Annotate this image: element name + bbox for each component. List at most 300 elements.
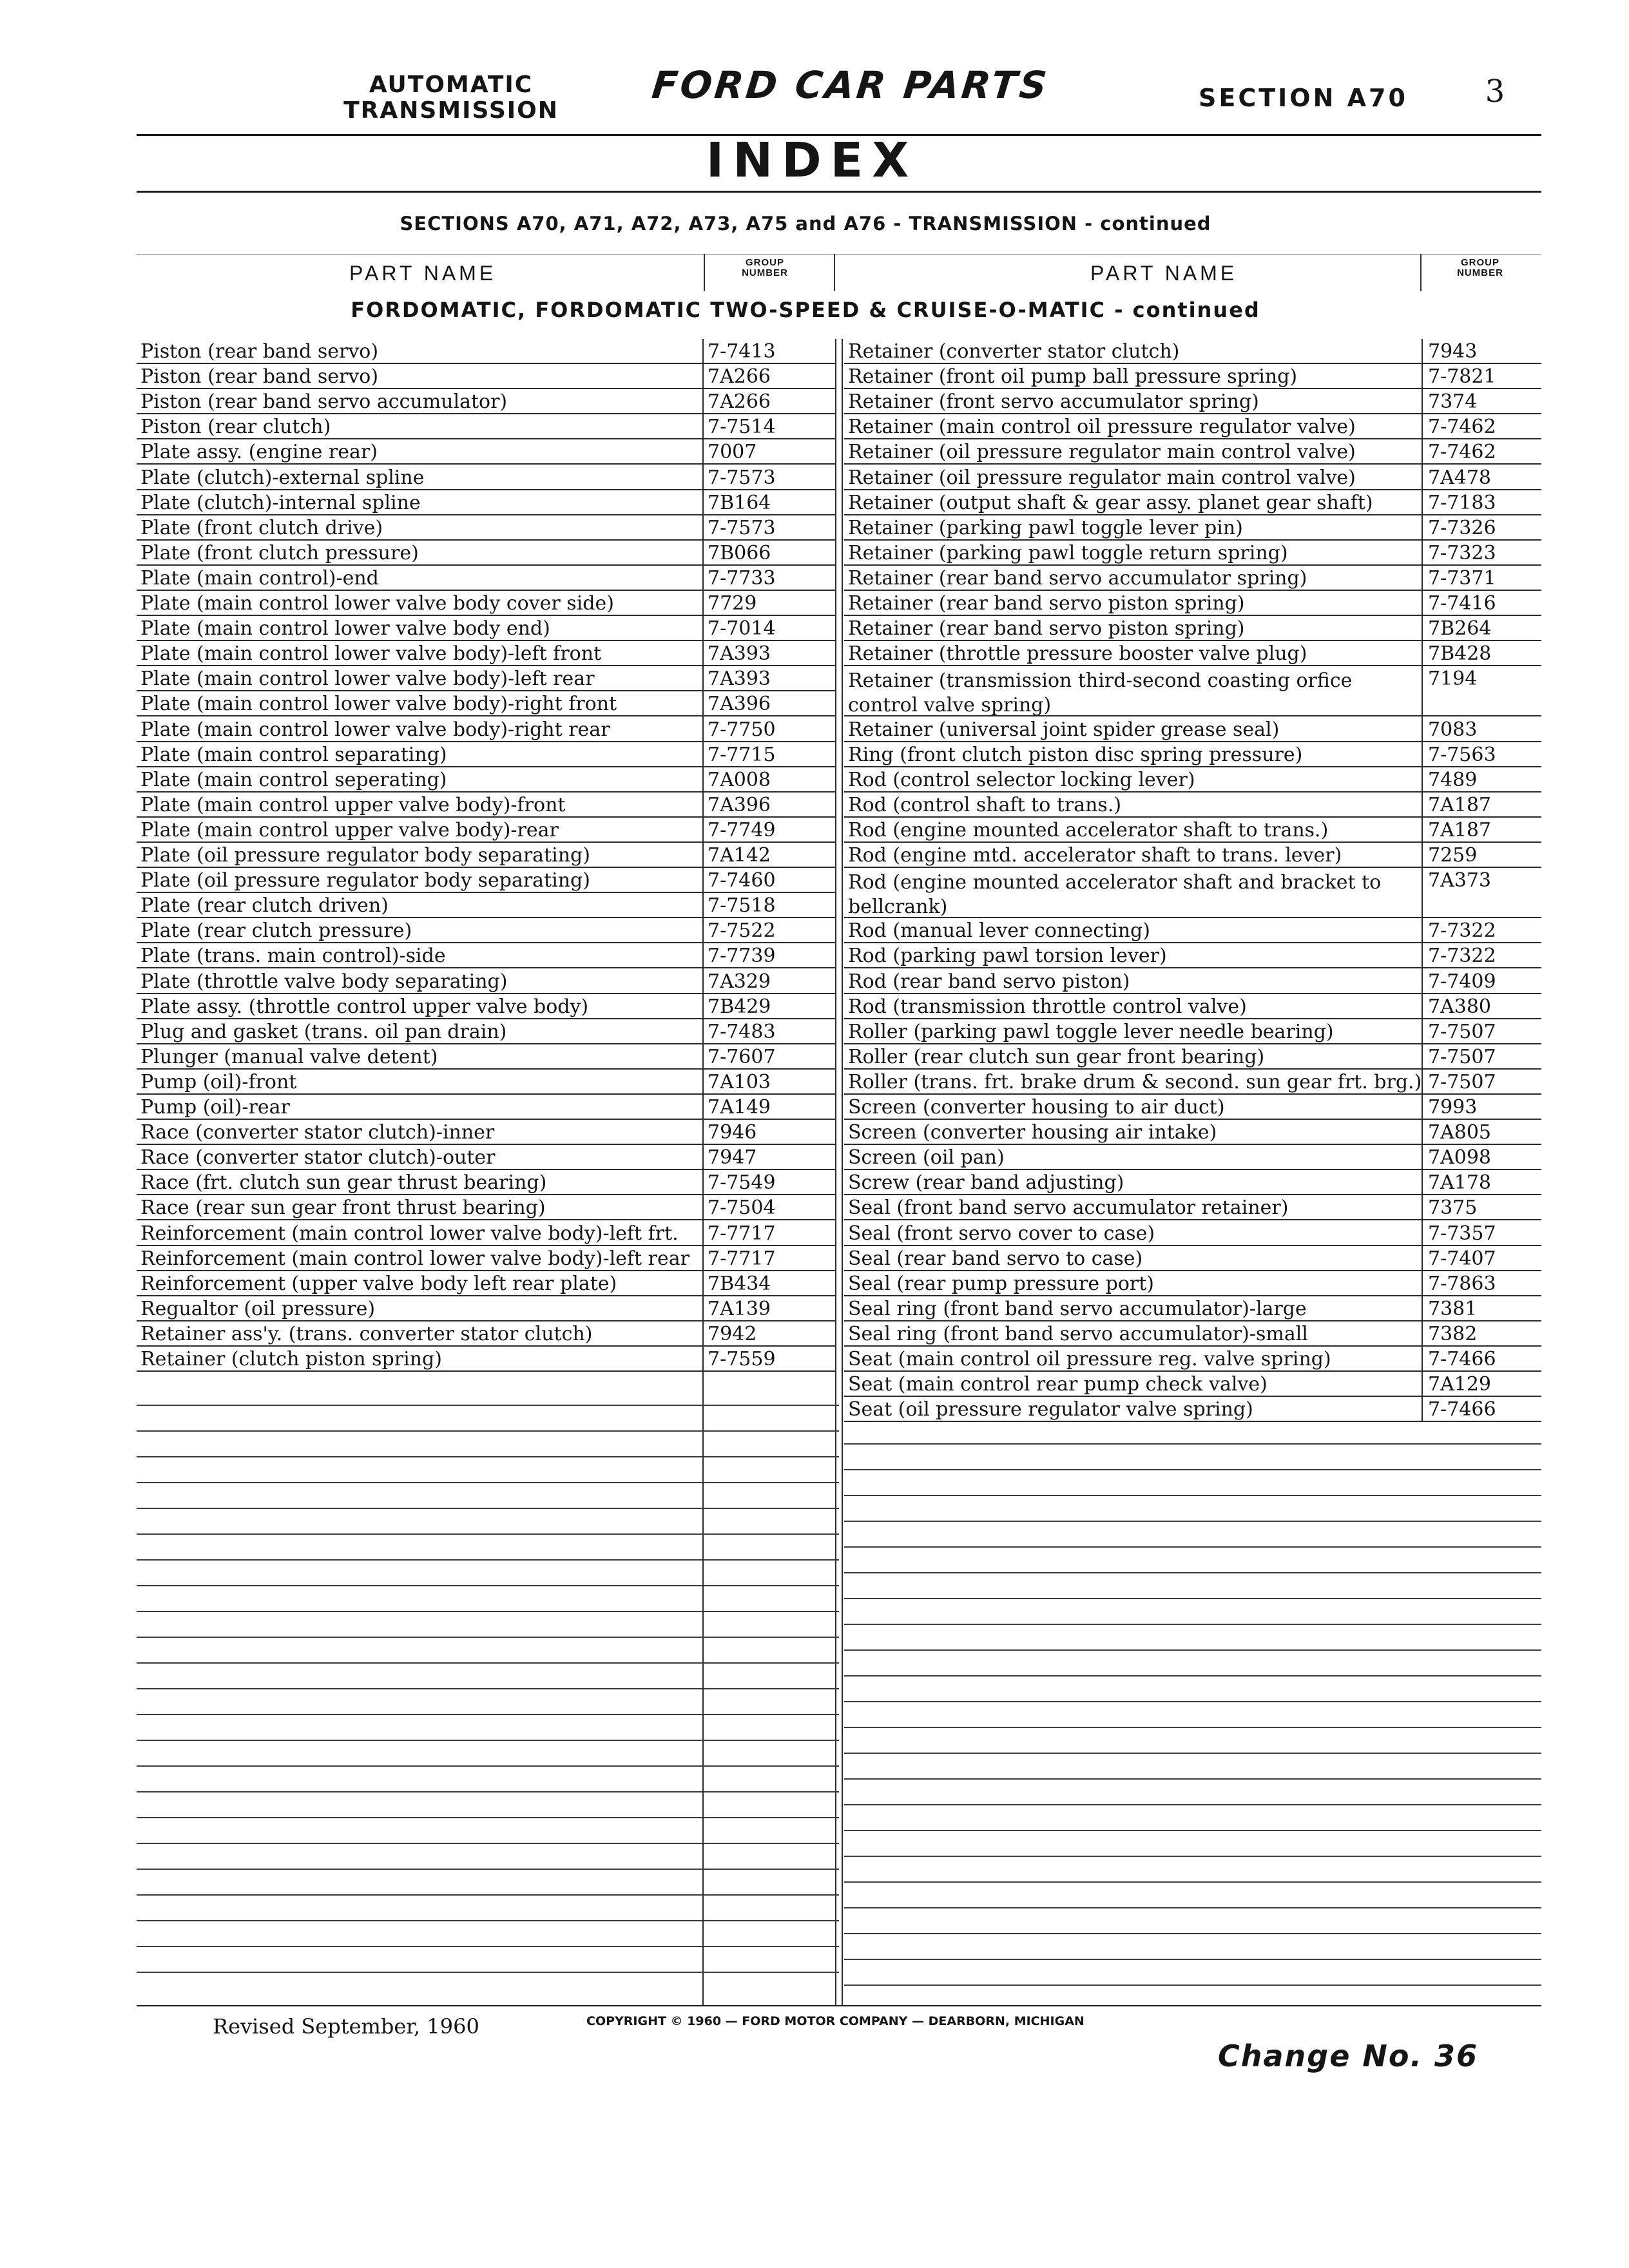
group-number: 7-7573 <box>708 466 776 489</box>
blank-line <box>137 1482 839 1483</box>
part-name: Rod (rear band servo piston) <box>848 970 1130 993</box>
part-name: Rod (manual lever connecting) <box>848 919 1150 943</box>
table-row <box>844 566 1541 591</box>
part-name: Piston (rear band servo accumulator) <box>140 390 508 414</box>
group-header-line2: NUMBER <box>1457 267 1503 278</box>
part-name: Plate (rear clutch pressure) <box>140 919 412 943</box>
table-row <box>137 515 835 541</box>
table-row <box>137 339 835 364</box>
blank-line <box>844 1959 1541 1960</box>
blank-line <box>137 1637 839 1638</box>
table-row <box>844 1120 1541 1145</box>
group-header-line2: NUMBER <box>742 267 788 278</box>
group-number: 7-7514 <box>708 416 776 439</box>
page-number: 3 <box>1485 73 1505 110</box>
part-name: Roller (rear clutch sun gear front bearing) <box>848 1045 1265 1068</box>
footer-rule <box>137 2005 1541 2006</box>
table-row <box>844 868 1541 918</box>
part-name: Plate (main control upper valve body)-rear <box>140 818 559 841</box>
blank-line <box>844 1495 1541 1496</box>
blank-line <box>137 1946 839 1947</box>
table-row <box>137 868 835 893</box>
column-divider <box>834 254 835 291</box>
part-name: Retainer (universal joint spider grease seal) <box>848 718 1280 741</box>
table-row <box>844 969 1541 994</box>
table-row <box>137 818 835 843</box>
table-row <box>844 1246 1541 1271</box>
group-number: 7-7559 <box>708 1348 776 1370</box>
table-row <box>137 1044 835 1070</box>
blank-line <box>137 1405 839 1406</box>
header-category-line1: AUTOMATIC <box>369 72 534 98</box>
group-number: 7-7322 <box>1428 919 1496 943</box>
table-row <box>844 616 1541 641</box>
blank-line <box>137 1894 839 1896</box>
group-number: 7-7518 <box>708 894 776 918</box>
part-name-header: PART NAME <box>349 262 497 285</box>
table-row <box>137 1145 835 1170</box>
group-number: 7375 <box>1428 1196 1478 1220</box>
blank-line <box>137 1920 839 1921</box>
center-divider <box>835 339 836 2005</box>
table-row <box>844 943 1541 968</box>
group-number: 7B164 <box>708 491 771 514</box>
column-divider <box>704 254 705 291</box>
blank-line <box>844 1830 1541 1831</box>
table-row <box>137 1271 835 1296</box>
group-number: 7B434 <box>708 1272 771 1295</box>
blank-line <box>137 1714 839 1715</box>
table-row <box>137 717 835 742</box>
group-number: 7A187 <box>1428 818 1492 841</box>
table-row <box>137 616 835 641</box>
table-row <box>844 717 1541 742</box>
part-name: Screen (oil pan) <box>848 1146 1005 1169</box>
part-name: Retainer (parking pawl toggle return spring) <box>848 541 1288 564</box>
revision-date: Revised September, 1960 <box>213 2014 479 2039</box>
blank-line <box>844 1984 1541 1986</box>
blank-line <box>844 1624 1541 1625</box>
table-row <box>844 1296 1541 1321</box>
part-name: Race (frt. clutch sun gear thrust bearing) <box>140 1171 547 1195</box>
table-row <box>137 414 835 439</box>
part-name: Roller (trans. frt. brake drum & second. sun gear frt. brg.) <box>848 1070 1422 1093</box>
table-row <box>137 490 835 515</box>
part-name: Retainer (oil pressure regulator main control valve) <box>848 441 1356 464</box>
table-row <box>137 742 835 767</box>
group-number: 7A266 <box>708 365 771 389</box>
table-row <box>137 1070 835 1095</box>
table-row <box>137 1195 835 1220</box>
part-name: Roller (parking pawl toggle lever needle bearing) <box>848 1020 1334 1043</box>
group-header-line1: GROUP <box>1460 257 1499 268</box>
header-category <box>335 72 567 124</box>
part-name: Screw (rear band adjusting) <box>848 1171 1124 1195</box>
blank-line <box>844 1675 1541 1677</box>
blank-line <box>844 1598 1541 1599</box>
group-number: 7A396 <box>708 793 771 816</box>
table-row <box>844 1271 1541 1296</box>
index-title: INDEX <box>706 133 918 188</box>
blank-line <box>137 1765 839 1767</box>
table-row <box>137 1019 835 1044</box>
left-column-header <box>137 254 839 293</box>
blank-line <box>844 1856 1541 1857</box>
blank-line <box>137 1611 839 1612</box>
table-row <box>844 389 1541 414</box>
group-number: 7-7326 <box>1428 516 1496 539</box>
blank-line <box>137 1662 839 1664</box>
part-name: Plunger (manual valve detent) <box>140 1045 438 1068</box>
part-name: Plate (main control lower valve body)-left rear <box>140 668 595 691</box>
blank-line <box>137 1740 839 1741</box>
blank-line <box>844 1443 1541 1445</box>
group-number: 7-7407 <box>1428 1247 1496 1270</box>
group-number: 7-7607 <box>708 1045 776 1068</box>
blank-line <box>844 1649 1541 1651</box>
group-number: 7-7715 <box>708 743 776 766</box>
group-number: 7007 <box>708 441 757 464</box>
part-name: Ring (front clutch piston disc spring pressure) <box>848 743 1303 766</box>
part-name: Seat (main control rear pump check valve) <box>848 1373 1268 1396</box>
group-number: 7947 <box>708 1146 757 1169</box>
group-number: 7-7717 <box>708 1247 776 1270</box>
group-number: 7-7549 <box>708 1171 776 1195</box>
table-row <box>137 641 835 666</box>
table-row <box>844 1347 1541 1372</box>
group-number: 7B429 <box>708 995 771 1018</box>
part-name: Plate (main control lower valve body end) <box>140 617 550 640</box>
blank-line <box>137 1869 839 1870</box>
blank-line <box>137 1817 839 1818</box>
group-number: 7-7460 <box>708 869 776 892</box>
group-number: 7A393 <box>708 642 771 666</box>
table-row <box>844 666 1541 716</box>
part-name: Plate (oil pressure regulator body separating) <box>140 869 590 892</box>
group-number: 7A396 <box>708 693 771 716</box>
part-name: Retainer (rear band servo accumulator spring) <box>848 566 1307 590</box>
table-row <box>137 1246 835 1271</box>
column-divider <box>1420 254 1422 291</box>
table-row <box>137 1221 835 1246</box>
part-name: Retainer (output shaft & gear assy. planet gear shaft) <box>848 491 1373 514</box>
blank-line <box>844 1804 1541 1805</box>
change-number: Change No. 36 <box>1218 2039 1479 2073</box>
group-number: 7A187 <box>1428 793 1492 816</box>
part-name: Retainer (parking pawl toggle lever pin) <box>848 516 1243 539</box>
table-row <box>844 1019 1541 1044</box>
group-number: 7A142 <box>708 844 771 867</box>
part-name: Reinforcement (main control lower valve body)-left rear <box>140 1247 689 1270</box>
right-column-header <box>839 254 1541 293</box>
part-name: Retainer (transmission third-second coasting orfice control valve spring) <box>848 669 1353 717</box>
group-number: 7-7409 <box>1428 970 1496 993</box>
group-number: 7-7014 <box>708 617 776 640</box>
group-number: 7-7750 <box>708 718 776 741</box>
part-name: Rod (control shaft to trans.) <box>848 793 1122 816</box>
group-number: 7-7322 <box>1428 945 1496 968</box>
header-category-line2: TRANSMISSION <box>343 97 559 124</box>
table-row <box>844 414 1541 439</box>
table-row <box>844 591 1541 616</box>
part-name: Seal (front band servo accumulator retainer) <box>848 1196 1289 1220</box>
group-number: 7A129 <box>1428 1373 1492 1396</box>
part-name: Rod (transmission throttle control valve) <box>848 995 1247 1018</box>
part-name: Rod (control selector locking lever) <box>848 768 1195 791</box>
part-name: Retainer ass'y. (trans. converter stator clutch) <box>140 1322 593 1345</box>
table-row <box>137 1120 835 1145</box>
blank-line <box>844 1572 1541 1573</box>
table-row <box>137 1170 835 1195</box>
table-row <box>844 1195 1541 1220</box>
table-row <box>137 893 835 918</box>
group-number: 7-7749 <box>708 818 776 841</box>
part-name: Rod (parking pawl torsion lever) <box>848 945 1167 968</box>
blank-line <box>844 1753 1541 1754</box>
part-name: Plate (rear clutch driven) <box>140 894 389 918</box>
group-number: 7381 <box>1428 1297 1478 1320</box>
part-name: Retainer (front oil pump ball pressure spring) <box>848 365 1298 389</box>
blank-line <box>844 1701 1541 1702</box>
table-row <box>844 1044 1541 1070</box>
right-number-divider <box>1422 339 1423 1421</box>
index-rule <box>137 191 1541 193</box>
table-row <box>137 364 835 389</box>
group-number-header <box>1432 258 1528 278</box>
blank-line <box>137 1456 839 1457</box>
table-row <box>137 439 835 465</box>
group-number: 7083 <box>1428 718 1478 741</box>
part-name: Plate (main control seperating) <box>140 768 447 791</box>
group-number: 7489 <box>1428 768 1478 791</box>
group-number: 7A178 <box>1428 1171 1492 1195</box>
group-number: 7A478 <box>1428 466 1492 489</box>
group-number: 7-7483 <box>708 1020 776 1043</box>
blank-line <box>137 1843 839 1844</box>
part-name: Plate (main control)-end <box>140 566 379 590</box>
group-number: 7-7507 <box>1428 1045 1496 1068</box>
column-header-topline <box>839 254 1541 255</box>
group-number: 7-7573 <box>708 516 776 539</box>
table-row <box>137 994 835 1019</box>
group-number: 7A329 <box>708 970 771 993</box>
table-row <box>844 1321 1541 1347</box>
part-name: Race (rear sun gear front thrust bearing) <box>140 1196 546 1220</box>
blank-line <box>844 1881 1541 1883</box>
part-name: Plate (main control lower valve body)-right rear <box>140 718 610 741</box>
table-row <box>844 767 1541 793</box>
group-number: 7993 <box>1428 1096 1478 1119</box>
part-name: Screen (converter housing air intake) <box>848 1121 1217 1144</box>
blank-line <box>844 1907 1541 1908</box>
part-name: Regualtor (oil pressure) <box>140 1297 376 1320</box>
part-name: Piston (rear band servo) <box>140 365 379 389</box>
group-number: 7-7371 <box>1428 566 1496 590</box>
blank-line <box>844 1778 1541 1780</box>
table-row <box>137 691 835 716</box>
group-number: 7A380 <box>1428 995 1492 1018</box>
part-name: Retainer (main control oil pressure regulator valve) <box>848 416 1356 439</box>
part-name: Reinforcement (upper valve body left rear plate) <box>140 1272 617 1295</box>
part-name: Seal ring (front band servo accumulator)-large <box>848 1297 1307 1320</box>
blank-line <box>844 1727 1541 1728</box>
part-name: Plate (trans. main control)-side <box>140 945 446 968</box>
copyright-notice: COPYRIGHT © 1960 — FORD MOTOR COMPANY — DEARBORN, MICHIGAN <box>586 2014 1084 2028</box>
table-row <box>844 742 1541 767</box>
table-row <box>137 969 835 994</box>
part-name: Retainer (converter stator clutch) <box>848 340 1180 363</box>
part-name: Plate (main control separating) <box>140 743 447 766</box>
group-number: 7B264 <box>1428 617 1492 640</box>
part-name: Pump (oil)-front <box>140 1070 297 1093</box>
group-number: 7A393 <box>708 668 771 691</box>
group-number: 7-7507 <box>1428 1020 1496 1043</box>
table-row <box>844 1145 1541 1170</box>
group-number: 7374 <box>1428 390 1478 414</box>
group-number: 7259 <box>1428 844 1478 867</box>
group-number: 7382 <box>1428 1322 1478 1345</box>
table-row <box>844 818 1541 843</box>
part-name: Retainer (clutch piston spring) <box>140 1348 442 1370</box>
table-row <box>137 591 835 616</box>
group-number: 7-7413 <box>708 340 776 363</box>
blank-line <box>137 1585 839 1586</box>
group-number: 7946 <box>708 1121 757 1144</box>
group-number: 7B428 <box>1428 642 1492 666</box>
section-heading: FORDOMATIC, FORDOMATIC TWO-SPEED & CRUISE-O-MATIC - continued <box>351 298 1260 322</box>
group-number: 7-7563 <box>1428 743 1496 766</box>
table-row <box>844 465 1541 490</box>
table-row <box>844 793 1541 818</box>
group-number: 7B066 <box>708 541 771 564</box>
part-name: Retainer (throttle pressure booster valve plug) <box>848 642 1307 666</box>
group-number: 7-7462 <box>1428 416 1496 439</box>
group-number: 7-7416 <box>1428 592 1496 615</box>
part-name: Plug and gasket (trans. oil pan drain) <box>140 1020 507 1043</box>
table-row <box>844 641 1541 666</box>
part-name: Plate (oil pressure regulator body separating) <box>140 844 590 867</box>
part-name: Rod (engine mounted accelerator shaft and bracket to bellcrank) <box>848 871 1382 919</box>
part-name: Rod (engine mtd. accelerator shaft to trans. lever) <box>848 844 1342 867</box>
part-name: Plate assy. (engine rear) <box>140 441 378 464</box>
group-number: 7-7821 <box>1428 365 1496 389</box>
part-name: Race (converter stator clutch)-inner <box>140 1121 495 1144</box>
part-name: Seal ring (front band servo accumulator)-small <box>848 1322 1308 1345</box>
table-row <box>137 566 835 591</box>
table-row <box>844 994 1541 1019</box>
blank-line <box>844 1546 1541 1548</box>
table-row <box>137 465 835 490</box>
part-name: Plate (main control lower valve body cover side) <box>140 592 614 615</box>
part-name: Seat (oil pressure regulator valve spring) <box>848 1398 1253 1421</box>
table-row <box>844 364 1541 389</box>
part-name: Seal (rear band servo to case) <box>848 1247 1143 1270</box>
part-name: Plate (main control lower valve body)-left front <box>140 642 602 666</box>
table-row <box>137 767 835 793</box>
left-number-divider <box>702 339 704 2005</box>
part-name: Seat (main control oil pressure reg. valve spring) <box>848 1348 1331 1370</box>
table-row <box>844 515 1541 541</box>
table-row <box>844 918 1541 943</box>
table-row <box>137 918 835 943</box>
table-row <box>137 943 835 968</box>
part-name: Plate (main control lower valve body)-right front <box>140 693 617 716</box>
document-title: FORD CAR PARTS <box>650 63 1052 107</box>
part-name: Plate (clutch)-internal spline <box>140 491 421 514</box>
table-row <box>844 1221 1541 1246</box>
group-number: 7A805 <box>1428 1121 1492 1144</box>
group-number: 7-7504 <box>708 1196 776 1220</box>
group-number: 7-7466 <box>1428 1348 1496 1370</box>
sections-subtitle: SECTIONS A70, A71, A72, A73, A75 and A76 - TRANSMISSION - continued <box>400 213 1211 235</box>
group-number: 7-7323 <box>1428 541 1496 564</box>
table-row <box>137 1321 835 1347</box>
blank-line <box>137 1791 839 1792</box>
part-name: Retainer (oil pressure regulator main control valve) <box>848 466 1356 489</box>
part-name: Retainer (rear band servo piston spring) <box>848 617 1245 640</box>
group-number: 7943 <box>1428 340 1478 363</box>
blank-line <box>137 1972 839 1973</box>
part-name: Plate (front clutch pressure) <box>140 541 419 564</box>
part-name: Plate (clutch)-external spline <box>140 466 425 489</box>
table-row <box>844 1372 1541 1397</box>
group-number: 7-7507 <box>1428 1070 1496 1093</box>
part-name: Seal (front servo cover to case) <box>848 1222 1155 1245</box>
table-row <box>137 843 835 868</box>
group-number: 7A373 <box>1428 869 1492 892</box>
group-number: 7A149 <box>708 1096 771 1119</box>
blank-line <box>844 1469 1541 1470</box>
group-number: 7-7717 <box>708 1222 776 1245</box>
blank-line <box>137 1430 839 1432</box>
group-number-header <box>717 258 813 278</box>
table-row <box>137 1296 835 1321</box>
table-row <box>844 490 1541 515</box>
group-number: 7A008 <box>708 768 771 791</box>
blank-line <box>844 1521 1541 1522</box>
group-number: 7A139 <box>708 1297 771 1320</box>
group-number: 7A103 <box>708 1070 771 1093</box>
center-divider-inner <box>842 339 843 2005</box>
table-row <box>844 439 1541 465</box>
blank-line <box>137 1688 839 1689</box>
part-name: Plate assy. (throttle control upper valve body) <box>140 995 589 1018</box>
group-header-line1: GROUP <box>745 257 784 268</box>
part-name: Pump (oil)-rear <box>140 1096 290 1119</box>
blank-line <box>137 1533 839 1535</box>
part-name: Plate (throttle valve body separating) <box>140 970 508 993</box>
blank-line <box>137 1559 839 1561</box>
group-number: 7-7183 <box>1428 491 1496 514</box>
table-row <box>844 541 1541 566</box>
column-header-topline <box>137 254 839 255</box>
table-row <box>844 1095 1541 1120</box>
table-row <box>844 1170 1541 1195</box>
part-name: Screen (converter housing to air duct) <box>848 1096 1225 1119</box>
group-number: 7-7739 <box>708 945 776 968</box>
group-number: 7-7462 <box>1428 441 1496 464</box>
group-number: 7A266 <box>708 390 771 414</box>
group-number: 7942 <box>708 1322 757 1345</box>
blank-line <box>137 1508 839 1509</box>
section-label: SECTION A70 <box>1199 84 1408 112</box>
part-name: Retainer (rear band servo piston spring) <box>848 592 1245 615</box>
table-row <box>844 339 1541 364</box>
part-name-header: PART NAME <box>1090 262 1238 285</box>
part-name: Reinforcement (main control lower valve body)-left frt. <box>140 1222 679 1245</box>
table-row <box>844 843 1541 868</box>
part-name: Piston (rear band servo) <box>140 340 379 363</box>
